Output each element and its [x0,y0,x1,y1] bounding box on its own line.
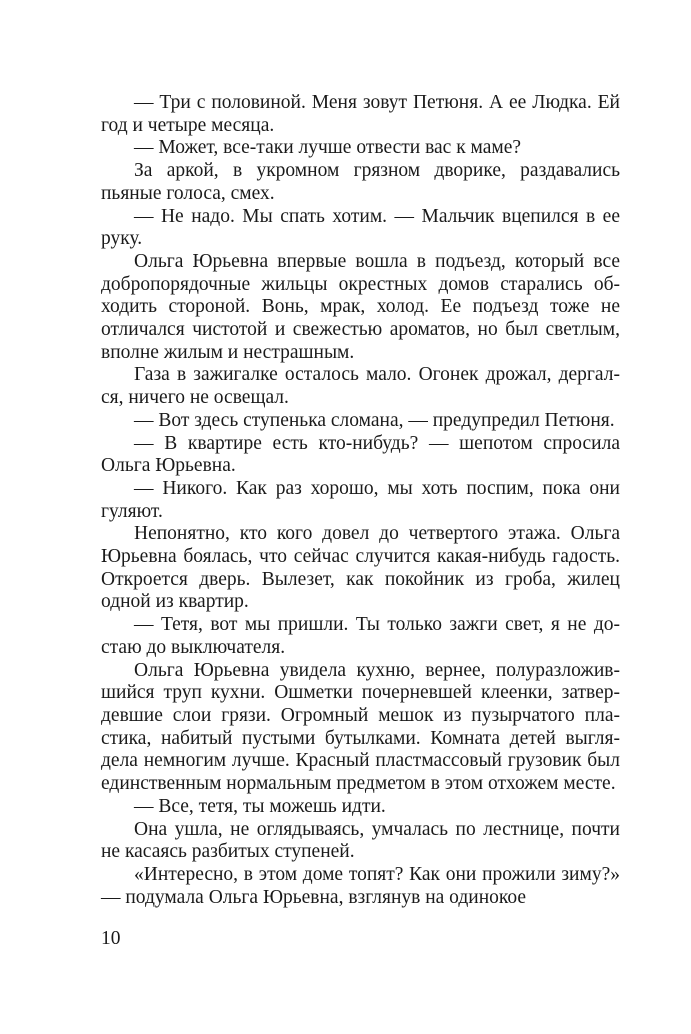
paragraph: «Интересно, в этом доме топят? Как они прожили зиму?» — подумала Ольга Юрьевна, взглянув на одинокое [101,863,620,908]
paragraph: — Три с половиной. Меня зовут Петюня. А ее Людка. Ей год и четыре месяца. [101,92,620,136]
paragraph: — В квартире есть кто-нибудь? — шепотом спросила Ольга Юрьевна. [101,432,620,477]
paragraph: Ольга Юрьевна увидела кухню, вернее, полуразложившийся труп кухни. Ошметки почерневшей клеенки, затвердевшие слои грязи. Огромный мешок из пузырчатого пластика, набитый пустыми бутылками. Комната детей выглядела немногим лучше. Красный пластмассовый грузовик был единственным нормальным предметом в этом отхожем месте. [101,659,620,795]
paragraph: За аркой, в укромном грязном дворике, раздавались пьяные голоса, смех. [101,160,620,204]
paragraph: — Никого. Как раз хорошо, мы хоть поспим, пока они гуляют. [101,477,620,522]
paragraph: Непонятно, кто кого довел до четвертого этажа. Ольга Юрьевна боялась, что сейчас случится какая-нибудь гадость. Откроется дверь. Вылезет, как покойник из гроба, жилец одной из квартир. [101,523,620,613]
paragraph: Ольга Юрьевна впервые вошла в подъезд, который все добропорядочные жильцы окрестных домов старались обходить стороной. Вонь, мрак, холод. Ее подъезд тоже не отличался чистотой и свежестью ароматов, но был светлым, вполне жилым и нестрашным. [101,250,620,363]
page-number: 10 [101,928,121,949]
paragraph: Она ушла, не оглядываясь, умчалась по лестнице, почти не касаясь разбитых ступеней. [101,818,620,863]
paragraph: — Не надо. Мы спать хотим. — Мальчик вцепился в ее руку. [101,205,620,250]
book-page-text [101,92,620,909]
paragraph: — Тетя, вот мы пришли. Ты только зажги свет, я не достаю до выключателя. [101,614,620,658]
paragraph: — Вот здесь ступенька сломана, — предупредил Петюня. [134,409,615,431]
paragraph: — Может, все-таки лучше отвести вас к маме? [134,137,522,159]
paragraph: — Все, тетя, ты можешь идти. [134,795,386,817]
paragraph: Газа в зажигалке осталось мало. Огонек дрожал, дергался, ничего не освещал. [101,364,620,409]
